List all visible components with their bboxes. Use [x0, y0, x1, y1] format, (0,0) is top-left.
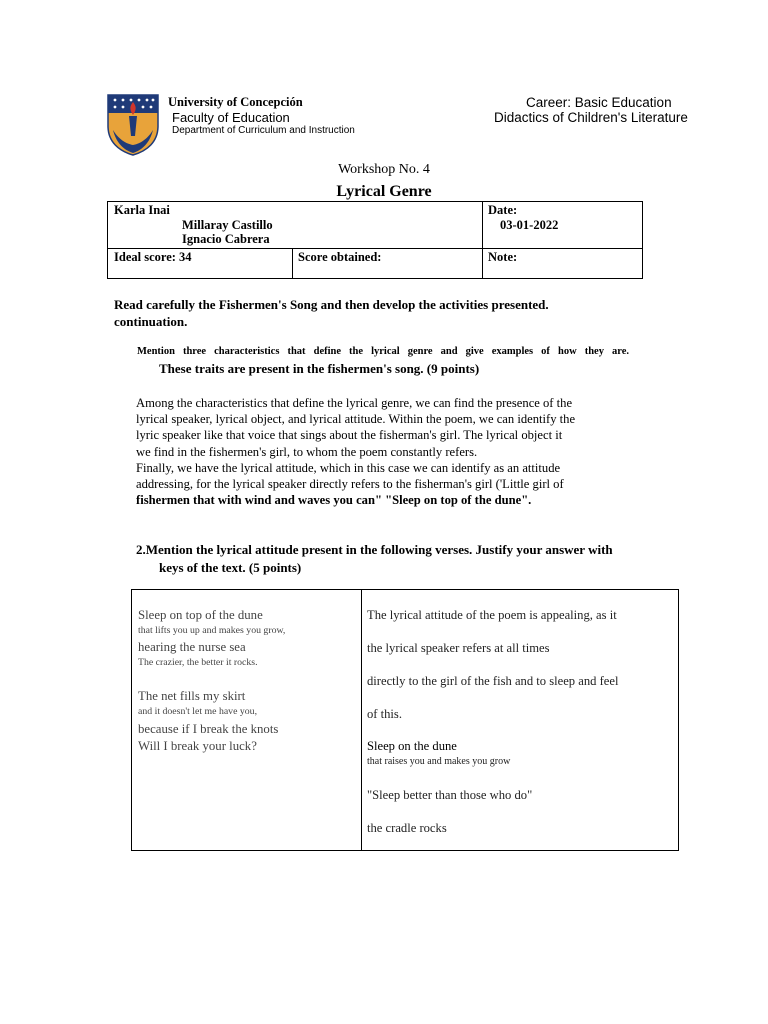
question-1-answer [136, 395, 616, 508]
career-label: Career: Basic Education [526, 95, 672, 110]
answer-line: Among the characteristics that define the lyrical genre, we can find the presence of the [136, 396, 573, 410]
poem-table [131, 589, 679, 851]
table-divider [361, 590, 362, 850]
justification-line: "Sleep better than those who do" [367, 788, 533, 802]
university-name: University of Concepción [168, 95, 303, 109]
date-label: Date: [488, 203, 518, 217]
answer-line: we find in the fishermen's girl, to whom the poem constantly refers. [136, 444, 478, 459]
faculty-name: Faculty of Education [172, 110, 290, 125]
student-name-1: Karla Inai [114, 203, 170, 217]
justification-line: of this. [367, 707, 402, 721]
answer-line: lyric speaker like that voice that sings about the fisherman's girl. The lyrical object it [136, 428, 563, 443]
date-value: 03-01-2022 [500, 218, 559, 232]
document-title: Lyrical Genre [336, 183, 432, 200]
instructions [114, 296, 634, 330]
question-1-prompt-continued: These traits are present in the fishermen's song. (9 points) [159, 361, 480, 376]
verse-line: hearing the nurse sea [138, 640, 246, 654]
info-table [107, 201, 643, 279]
justification-line: The lyrical attitude of the poem is appealing, as it [367, 608, 617, 622]
verse-line: Will I break your luck? [138, 739, 257, 753]
workshop-number: Workshop No. 4 [338, 162, 430, 177]
verse-line: The crazier, the better it rocks. [138, 657, 258, 668]
score-obtained-label: Score obtained: [298, 250, 382, 264]
justification-line: that raises you and makes you grow [367, 756, 511, 767]
verse-line: and it doesn't let me have you, [138, 706, 258, 717]
department-name: Department of Curriculum and Instruction [172, 125, 355, 136]
instructions-line-2: continuation. [114, 314, 188, 329]
justification-line: the cradle rocks [367, 821, 447, 835]
instructions-line-1: Read carefully the Fishermen's Song and then develop the activities presented. [114, 297, 549, 312]
verse-line: because if I break the knots [138, 722, 279, 736]
answer-line: lyrical speaker, lyrical object, and lyrical attitude. Within the poem, we can identify the [136, 412, 576, 427]
verse-line: Sleep on top of the dune [138, 608, 263, 622]
answer-line: Finally, we have the lyrical attitude, which in this case we can identify as an attitude [136, 460, 561, 475]
ideal-score: Ideal score: 34 [114, 250, 192, 264]
justification-line: Sleep on the dune [367, 739, 457, 753]
question-2-prompt [136, 541, 613, 576]
question-1-prompt: Mention three characteristics that define the lyrical genre and give examples of how they are. [137, 346, 629, 357]
student-name-3: Ignacio Cabrera [182, 232, 270, 246]
note-label: Note: [488, 250, 518, 264]
university-shield-logo [107, 94, 159, 156]
answer-line: addressing, for the lyrical speaker directly refers to the fisherman's girl ('Little girl of [136, 477, 564, 492]
verse-line: The net fills my skirt [138, 689, 246, 703]
course-label: Didactics of Children's Literature [494, 110, 688, 125]
question-2-line-1: 2.Mention the lyrical attitude present in the following verses. Justify your answer with [136, 542, 613, 557]
verse-line: that lifts you up and makes you grow, [138, 625, 286, 636]
question-2-line-2: keys of the text. (5 points) [159, 559, 302, 575]
justification-line: directly to the girl of the fish and to sleep and feel [367, 674, 619, 688]
answer-line-bold: fishermen that with wind and waves you can" "Sleep on top of the dune". [136, 493, 532, 508]
student-name-2: Millaray Castillo [182, 218, 273, 232]
justification-line: the lyrical speaker refers at all times [367, 641, 550, 655]
